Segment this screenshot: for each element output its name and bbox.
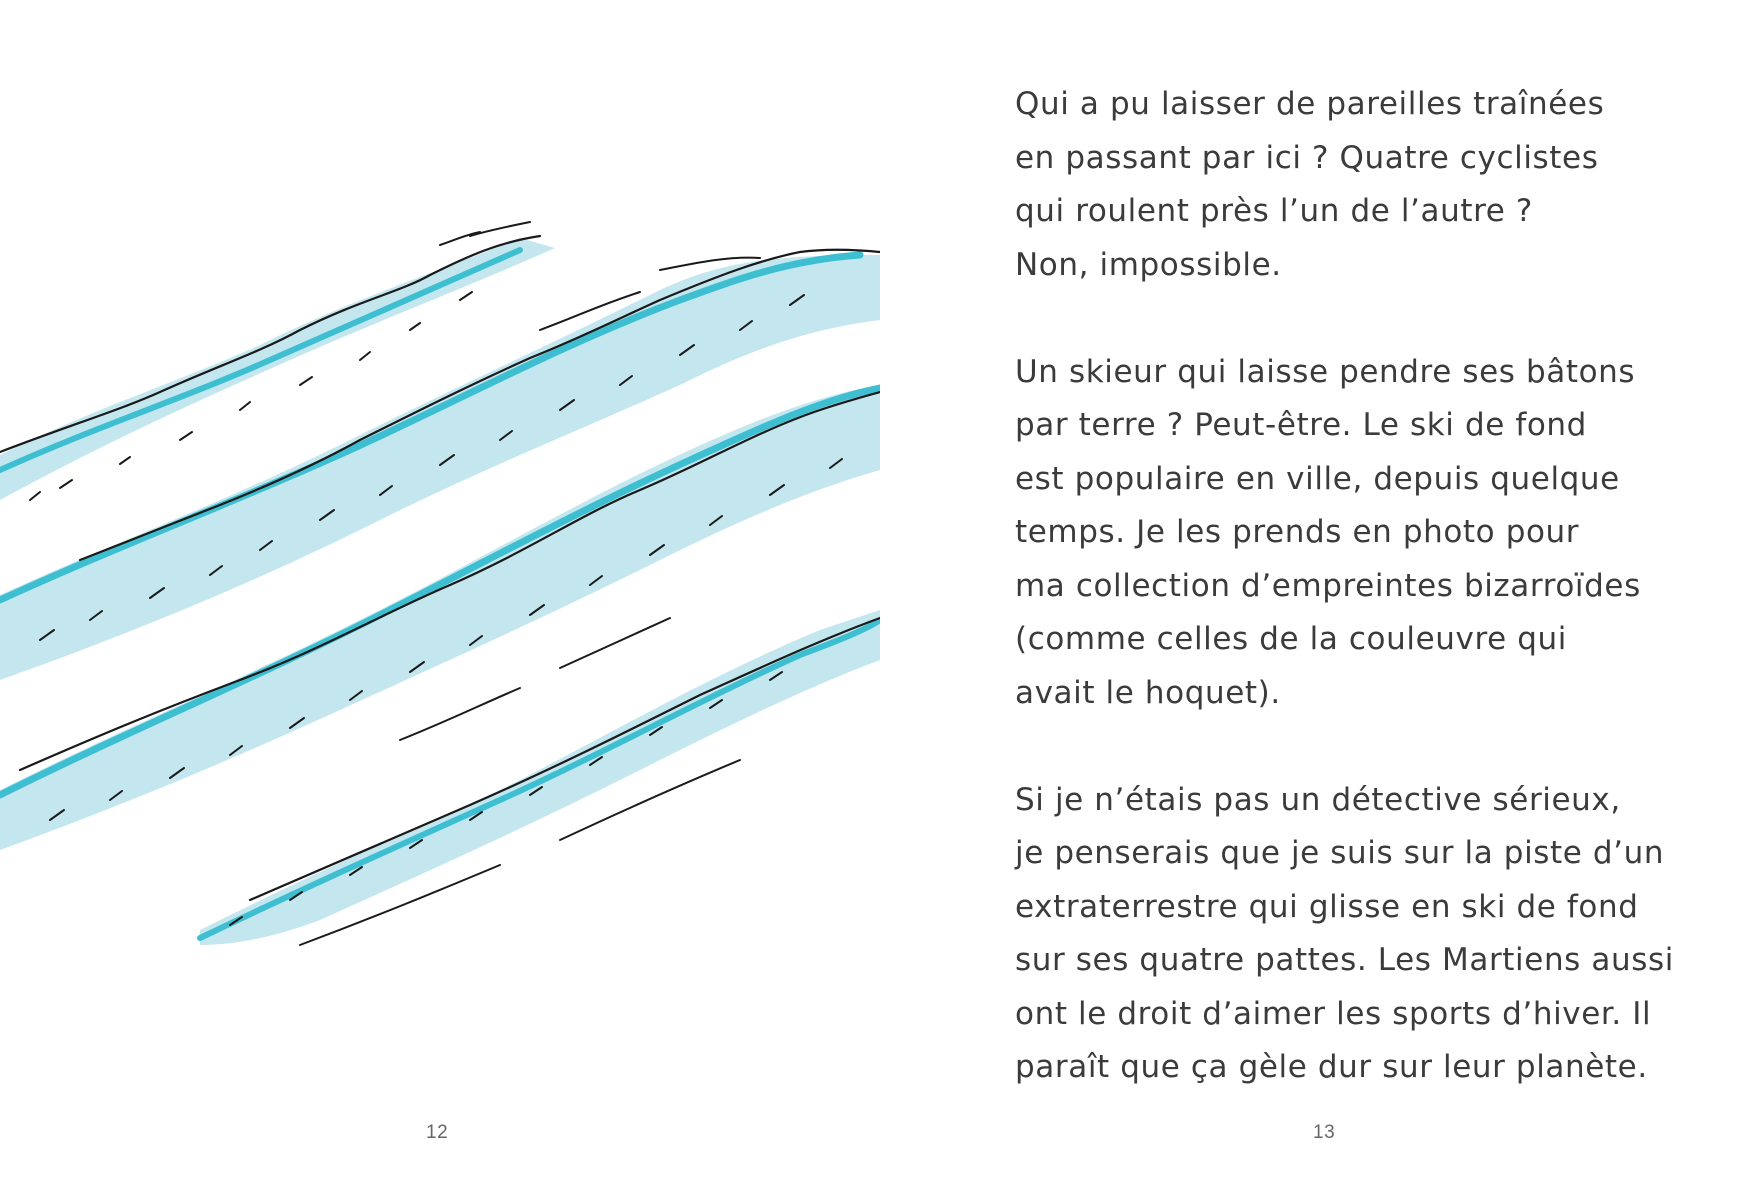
text-line: paraît que ça gèle dur sur leur planète. xyxy=(1015,1049,1648,1085)
paragraph-2 xyxy=(1015,346,1715,721)
page-number-left: 12 xyxy=(426,1122,449,1143)
text-line: extraterrestre qui glisse en ski de fond xyxy=(1015,888,1639,925)
page-number-right: 13 xyxy=(1313,1122,1336,1143)
text-line: qui roulent près l’un de l’autre ? xyxy=(1015,193,1533,229)
text-line: Non, impossible. xyxy=(1015,246,1282,283)
text-line: ma collection d’empreintes bizarroïdes xyxy=(1015,567,1641,604)
ski-tracks-illustration xyxy=(0,210,880,950)
text-line: avait le hoquet). xyxy=(1015,674,1281,711)
text-line: Si je n’étais pas un détective sérieux, xyxy=(1015,781,1621,818)
text-line: ont le droit d’aimer les sports d’hiver. Il xyxy=(1015,995,1652,1032)
paragraph-1 xyxy=(1015,78,1715,292)
text-line: Qui a pu laisser de pareilles traînées xyxy=(1015,86,1605,122)
text-line: temps. Je les prends en photo pour xyxy=(1015,514,1580,550)
text-line: je penserais que je suis sur la piste d’un xyxy=(1015,835,1665,871)
text-line: Un skieur qui laisse pendre ses bâtons xyxy=(1015,353,1636,390)
story-text xyxy=(1015,78,1715,1148)
text-line: (comme celles de la couleuvre qui xyxy=(1015,621,1567,657)
paragraph-3 xyxy=(1015,774,1715,1095)
text-line: sur ses quatre pattes. Les Martiens aussi xyxy=(1015,942,1674,978)
text-line: est populaire en ville, depuis quelque xyxy=(1015,460,1620,497)
right-page xyxy=(880,0,1760,1200)
text-line: en passant par ici ? Quatre cyclistes xyxy=(1015,139,1599,176)
text-line: par terre ? Peut-être. Le ski de fond xyxy=(1015,407,1587,443)
